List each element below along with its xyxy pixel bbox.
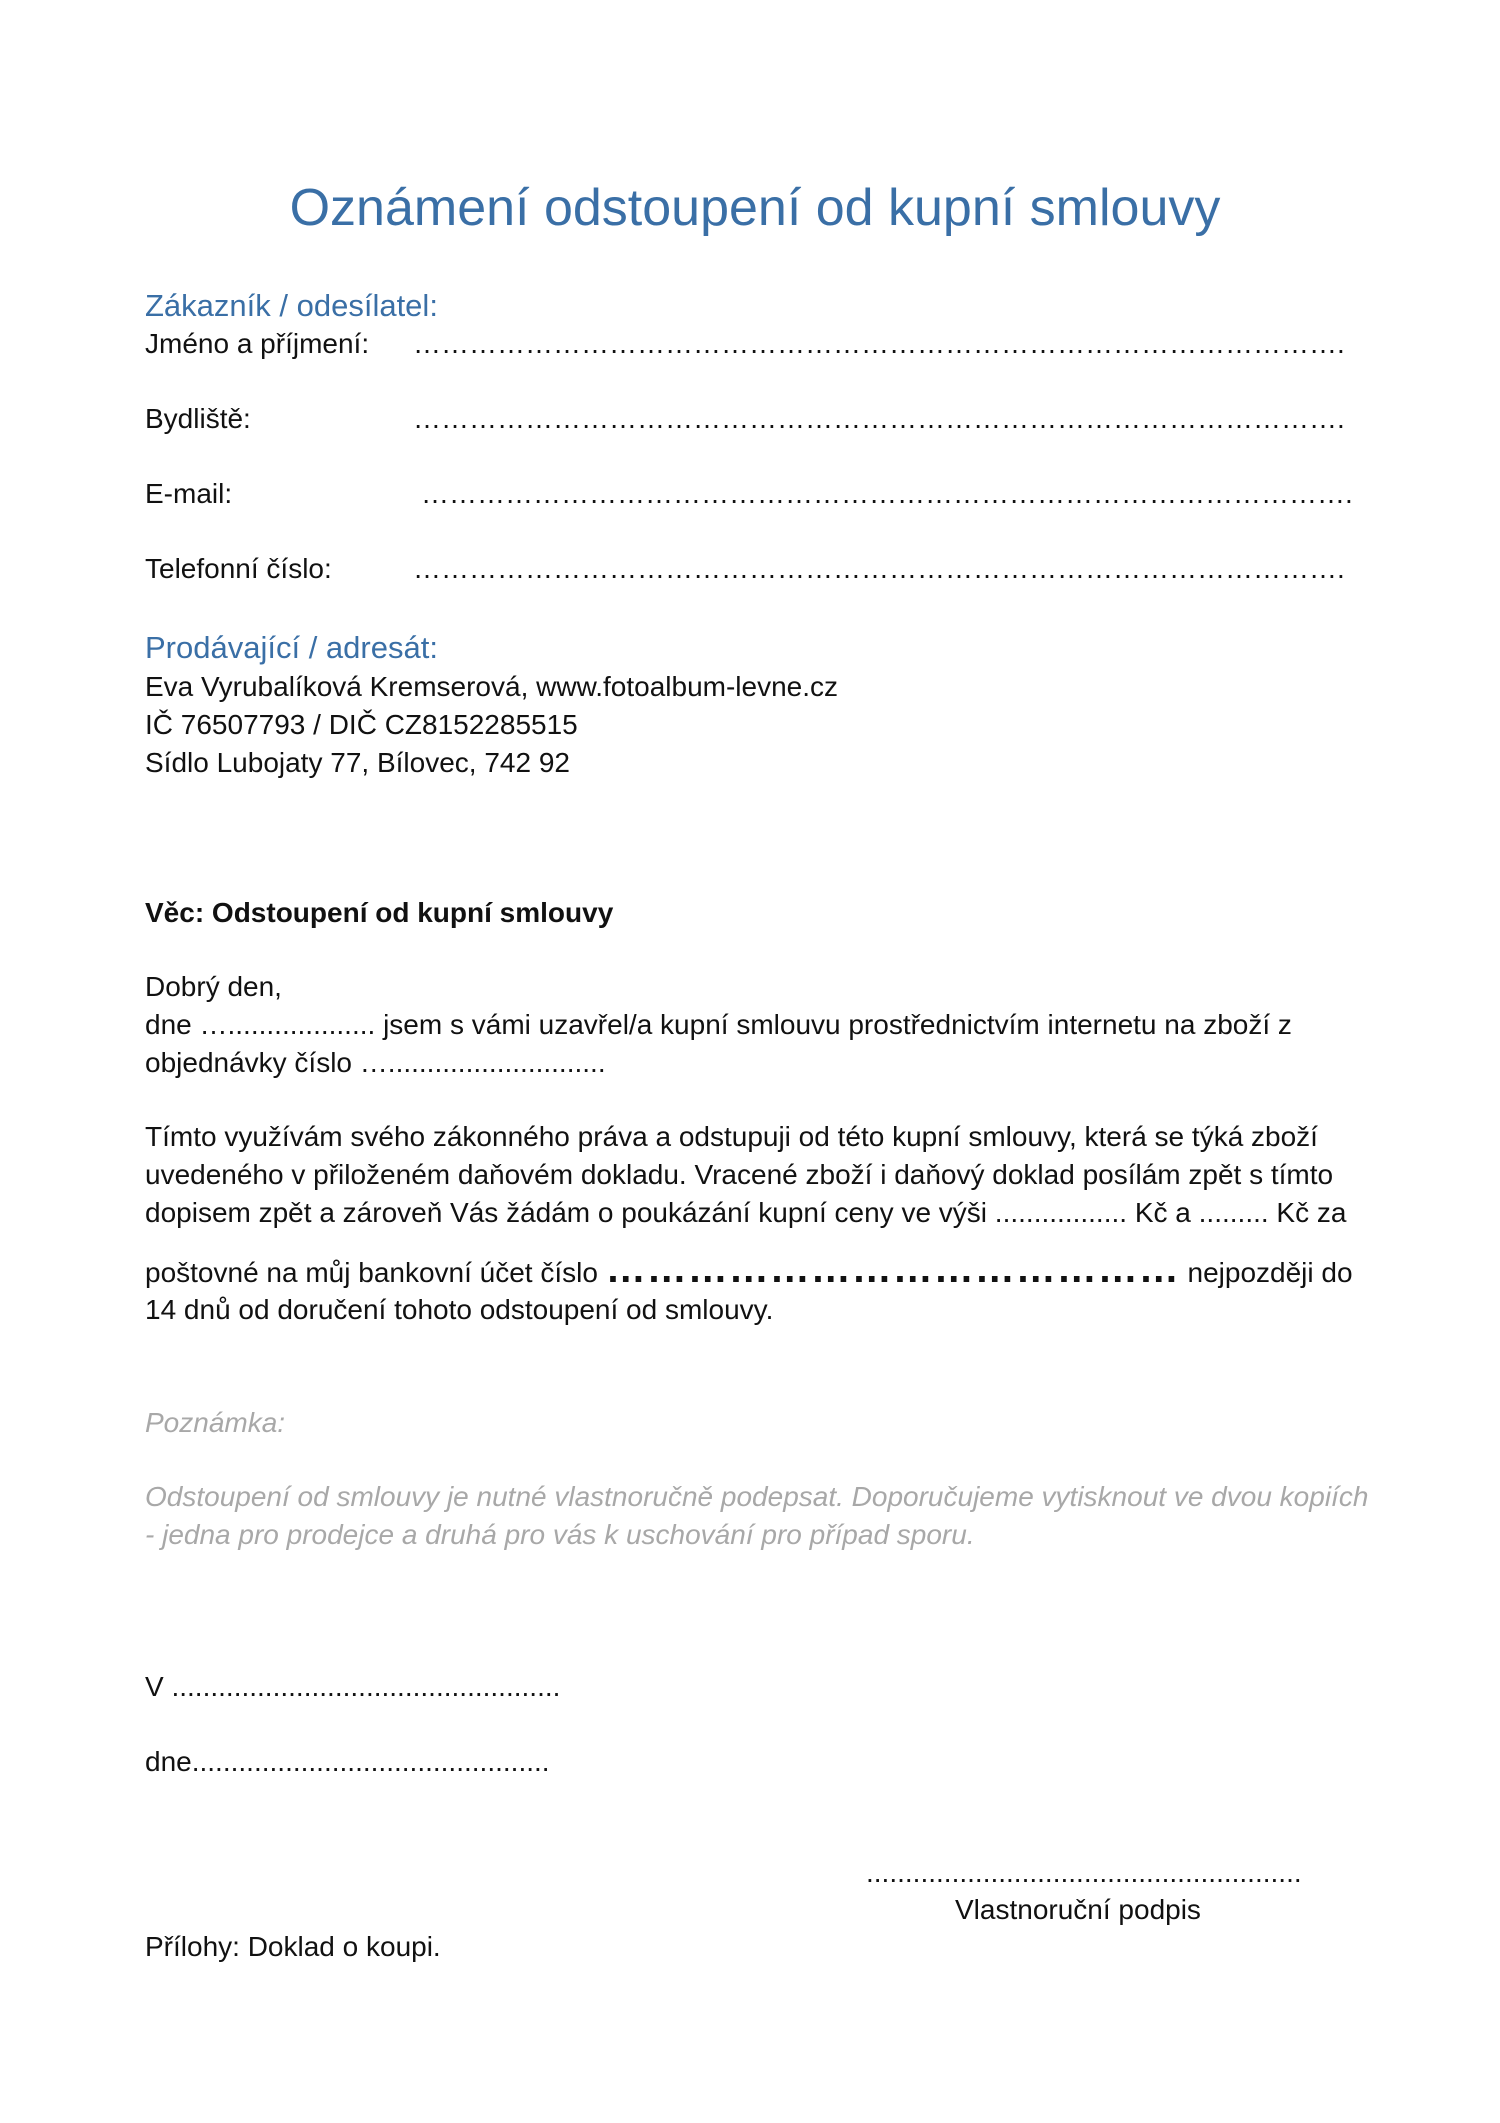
seller-name-line: Eva Vyrubalíková Kremserová, www.fotoalbum-levne.cz <box>145 671 839 702</box>
signature-label: Vlastnoruční podpis <box>955 1894 1201 1925</box>
attachments-line: Přílohy: Doklad o koupi. <box>145 1931 441 1962</box>
paragraph-2-line-4 <box>145 1247 1353 1292</box>
date-field[interactable]: dne.............................................. <box>145 1746 550 1777</box>
customer-heading: Zákazník / odesílatel: <box>145 288 438 323</box>
seller-address-line: Sídlo Lubojaty 77, Bílovec, 742 92 <box>145 747 570 778</box>
paragraph-1-line-2: objednávky číslo …............................ <box>145 1047 606 1078</box>
seller-ids-line: IČ 76507793 / DIČ CZ8152285515 <box>145 709 578 740</box>
greeting: Dobrý den, <box>145 971 282 1002</box>
email-label: E-mail: <box>145 478 233 509</box>
name-label: Jméno a příjmení: <box>145 328 370 359</box>
bank-account-suffix: nejpozději do <box>1187 1257 1353 1288</box>
signature-field[interactable]: ........................................................ <box>866 1857 1302 1888</box>
note-line-2: - jedna pro prodejce a druhá pro vás k uschování pro případ sporu. <box>145 1519 975 1550</box>
address-label: Bydliště: <box>145 403 251 434</box>
name-field[interactable]: ………………………………………………………………………………………. <box>413 328 1345 359</box>
phone-label: Telefonní číslo: <box>145 553 332 584</box>
document-title: Oznámení odstoupení od kupní smlouvy <box>289 179 1221 237</box>
paragraph-1-line-1: dne …................... jsem s vámi uzavřel/a kupní smlouvu prostřednictvím internetu na zboží z <box>145 1009 1292 1040</box>
paragraph-2-line-2: uvedeného v přiloženém daňovém dokladu. Vracené zboží i daňový doklad posílám zpět s tímto <box>145 1159 1334 1190</box>
subject-line: Věc: Odstoupení od kupní smlouvy <box>145 897 614 928</box>
note-line-1: Odstoupení od smlouvy je nutné vlastnoručně podepsat. Doporučujeme vytisknout ve dvou kopiích <box>145 1481 1369 1512</box>
address-field[interactable]: ………………………………………………………………………………………. <box>413 403 1345 434</box>
paragraph-2-line-1: Tímto využívám svého zákonného práva a odstupuji od této kupní smlouvy, která se týká zboží <box>145 1121 1318 1152</box>
seller-heading: Prodávající / adresát: <box>145 630 438 665</box>
bank-account-field[interactable]: …………………………………… <box>605 1247 1180 1291</box>
email-field[interactable]: ………………………………………………………………………………………. <box>421 478 1353 509</box>
place-field[interactable]: V .................................................. <box>145 1671 561 1702</box>
bank-account-prefix: poštovné na můj bankovní účet číslo <box>145 1257 598 1288</box>
paragraph-2-line-3: dopisem zpět a zároveň Vás žádám o poukázání kupní ceny ve výši ................. Kč a ......... Kč za <box>145 1197 1347 1228</box>
phone-field[interactable]: ………………………………………………………………………………………. <box>413 553 1345 584</box>
paragraph-2-line-5: 14 dnů od doručení tohoto odstoupení od smlouvy. <box>145 1294 774 1325</box>
note-heading: Poznámka: <box>145 1407 286 1438</box>
